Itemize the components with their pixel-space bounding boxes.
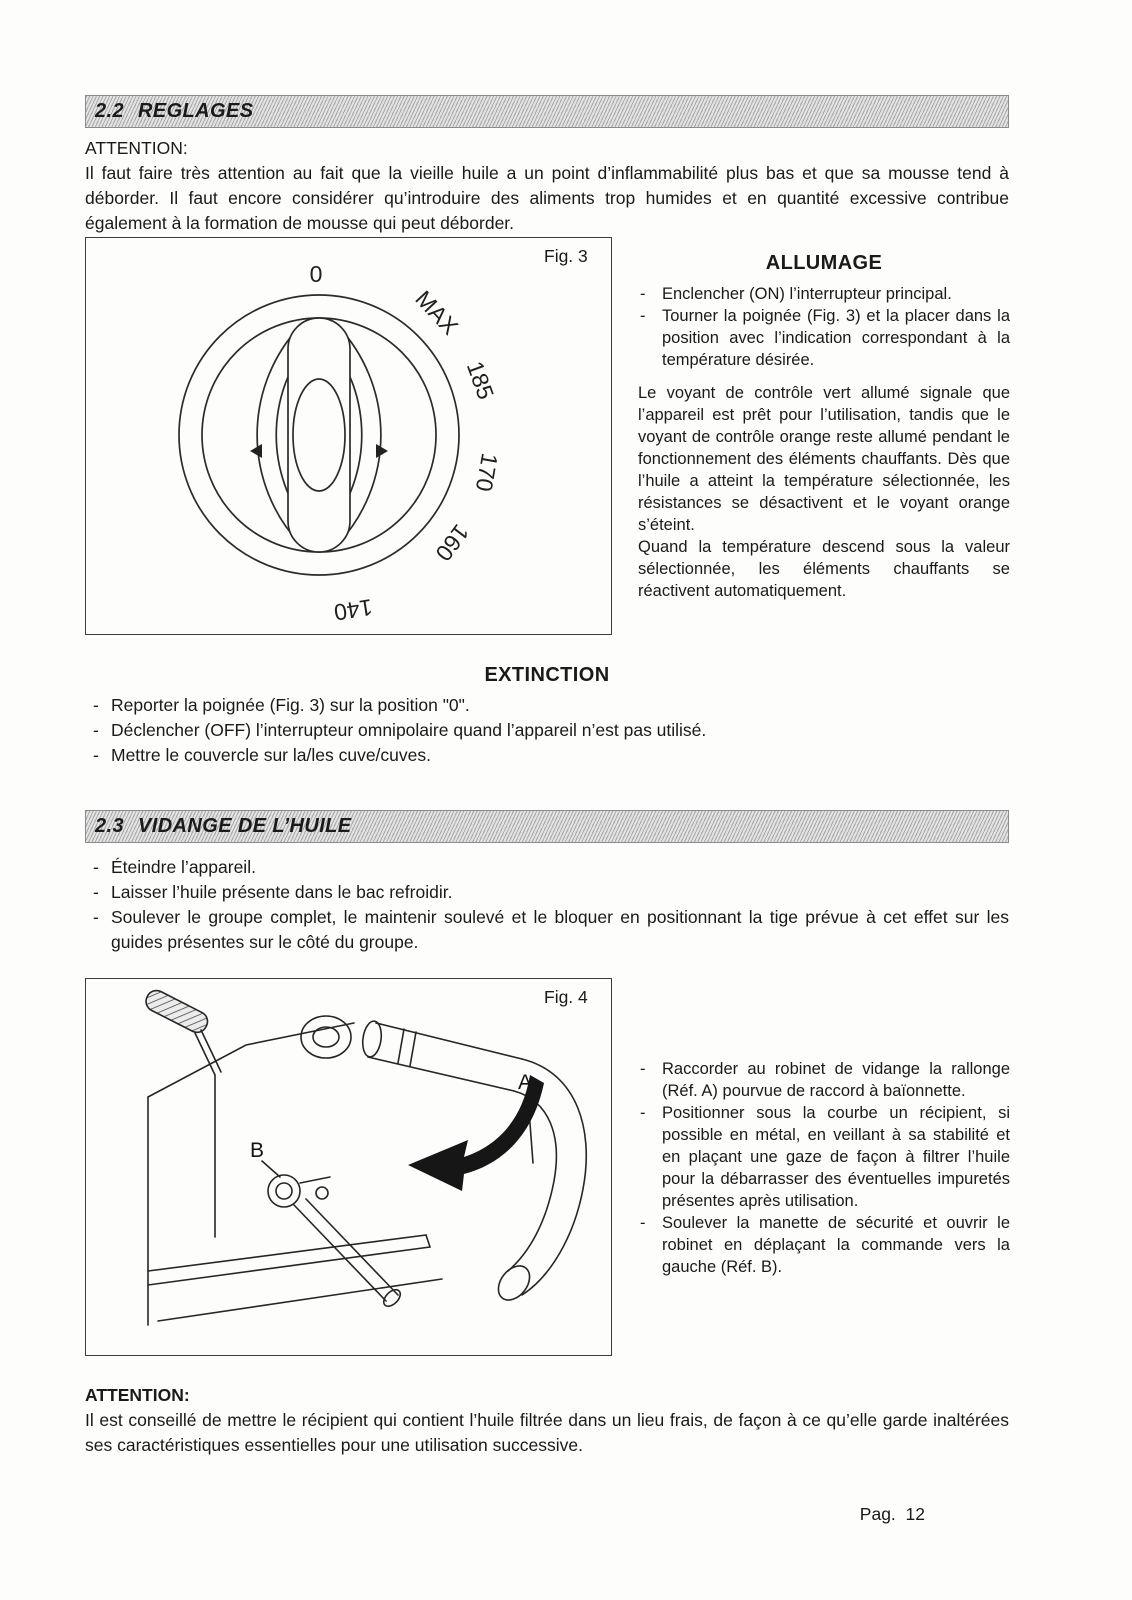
bayonet-collar <box>398 1029 404 1063</box>
section-2-3-title: VIDANGE DE L’HUILE <box>138 815 352 837</box>
vidange-step <box>638 1102 1010 1212</box>
ref-a-label: A <box>518 1071 533 1094</box>
extinction-item <box>85 693 1009 718</box>
valve-flange-inner <box>276 1183 292 1199</box>
dial-label-185: 185 <box>461 357 500 403</box>
drain-spout <box>306 1199 398 1295</box>
bayonet-joint <box>361 1020 384 1058</box>
fryer-base-line <box>426 1235 430 1247</box>
bullet-dash: - <box>93 857 99 877</box>
vidange-step-text: Raccorder au robinet de vidange la rallonge (Réf. A) pourvue de raccord à baïonnette. <box>662 1060 1010 1100</box>
attention-block-bottom <box>85 1383 1009 1458</box>
bullet-dash: - <box>640 285 646 303</box>
vidange-intro-item <box>85 880 1009 905</box>
figure-3-label: Fig. 3 <box>544 246 588 266</box>
bullet-dash: - <box>640 1104 646 1122</box>
drain-spout-end <box>381 1287 404 1310</box>
vidange-step <box>638 1212 1010 1278</box>
dial-label-170: 170 <box>470 451 504 494</box>
hose-open-end <box>492 1260 536 1306</box>
vidange-intro-item-text: Éteindre l’appareil. <box>111 857 256 877</box>
extinction-item <box>85 743 1009 768</box>
section-header-2-2 <box>85 95 1009 128</box>
attention-bottom-label: ATTENTION: <box>85 1385 190 1405</box>
extension-pipe <box>368 1057 514 1091</box>
vidange-intro-item-text: Soulever le groupe complet, le maintenir soulevé et le bloquer en positionnant la tige prévue à cet effet sur les guides présentes sur le côté du groupe. <box>111 907 1009 952</box>
bayonet-collar <box>410 1032 416 1066</box>
vidange-step <box>638 1058 1010 1102</box>
locking-rod-grip <box>143 987 211 1036</box>
attention-top-label: ATTENTION: <box>85 138 188 158</box>
figure-4-box <box>85 978 612 1356</box>
vidange-step-text: Soulever la manette de sécurité et ouvrir le robinet en déplaçant la commande vers la gauche (Réf. B). <box>662 1214 1010 1276</box>
extinction-item-text: Déclencher (OFF) l’interrupteur omnipolaire quand l’appareil n’est pas utilisé. <box>111 720 707 740</box>
extinction-item-text: Reporter la poignée (Fig. 3) sur la position "0". <box>111 695 470 715</box>
vidange-intro-item <box>85 905 1009 955</box>
extinction-item-text: Mettre le couvercle sur la/les cuve/cuves. <box>111 745 431 765</box>
drain-valve-figure <box>86 979 613 1357</box>
allumage-title: ALLUMAGE <box>765 252 883 274</box>
drain-spout <box>294 1205 386 1301</box>
vidange-steps-section <box>638 1058 1010 1278</box>
bullet-dash: - <box>640 1060 646 1078</box>
bullet-dash: - <box>640 1214 646 1232</box>
allumage-paragraph: Le voyant de contrôle vert allumé signale que l’appareil est prêt pour l’utilisation, tandis que le voyant de contrôle orange reste allumé pendant le fonctionnement des éléments chauffants. Dès que l’huile a atteint la température sélectionnée, les résistances se désactivent et le voyant orange s’éteint. <box>638 384 1010 534</box>
fryer-base-line <box>158 1279 442 1321</box>
extinction-item <box>85 718 1009 743</box>
bullet-dash: - <box>93 695 99 715</box>
drain-flange-inner <box>313 1027 339 1047</box>
page-number: Pag. 12 <box>859 1504 925 1524</box>
figure-3-box <box>85 237 612 635</box>
extension-pipe <box>376 1023 522 1059</box>
vidange-step-text: Positionner sous la courbe un récipient, si possible en métal, en veillant à sa stabilité et en plaçant une gaze de façon à filtrer l’huile pour la débarrasser des éventuelles impuretés présentes après utilisation. <box>662 1104 1010 1210</box>
allumage-section <box>638 252 1010 602</box>
valve-screw <box>316 1187 328 1199</box>
bullet-dash: - <box>93 907 99 927</box>
bullet-dash: - <box>93 720 99 740</box>
section-2-3-number: 2.3 <box>95 815 125 837</box>
allumage-paragraph: Quand la température descend sous la valeur sélectionnée, les éléments chauffants se réactivent automatiquement. <box>638 538 1010 600</box>
section-2-2-title: REGLAGES <box>138 100 254 122</box>
fryer-top-edge <box>148 1023 354 1097</box>
section-2-2-number: 2.2 <box>95 100 125 122</box>
knob-right-pointer <box>376 444 388 458</box>
allumage-item-text: Enclencher (ON) l’interrupteur principal. <box>662 285 952 303</box>
allumage-item-text: Tourner la poignée (Fig. 3) et la placer dans la position avec l’indication correspondant à la température désirée. <box>662 307 1010 369</box>
ref-b-label: B <box>250 1139 265 1162</box>
attention-bottom-paragraph: Il est conseillé de mettre le récipient qui contient l’huile filtrée dans un lieu frais, de façon à ce qu’elle garde inaltérées ses caractéristiques essentielles pour une utilisation successive. <box>85 1410 1009 1455</box>
attention-top-paragraph: Il faut faire très attention au fait que la vieille huile a un point d’inflammabilité plus bas et que sa mousse tend à déborder. Il faut encore considérer qu’introduire des aliments trop humides et en quantité excessive contribue également à la formation de mousse qui peut déborder. <box>85 163 1009 233</box>
valve-lever <box>300 1177 330 1183</box>
knob-handle-bar <box>288 318 350 552</box>
vidange-intro-item <box>85 855 1009 880</box>
ref-b-leader <box>262 1161 280 1177</box>
allumage-item <box>638 283 1010 305</box>
extinction-title: EXTINCTION <box>484 664 610 686</box>
vidange-intro-list <box>85 855 1009 955</box>
dial-label-160: 160 <box>430 519 475 566</box>
dial-label-0: 0 <box>309 261 323 287</box>
bullet-dash: - <box>93 745 99 765</box>
drain-flange <box>301 1016 351 1058</box>
dial-label-max: MAX <box>410 285 464 340</box>
section-header-2-3 <box>85 810 1009 843</box>
attention-block-top <box>85 136 1009 236</box>
dial-label-140: 140 <box>332 594 375 626</box>
allumage-item <box>638 305 1010 371</box>
bullet-dash: - <box>93 882 99 902</box>
bullet-dash: - <box>640 307 646 325</box>
extinction-section <box>85 664 1009 768</box>
figure-4-label: Fig. 4 <box>544 987 588 1007</box>
vidange-intro-item-text: Laisser l’huile présente dans le bac refroidir. <box>111 882 453 902</box>
temperature-knob-figure <box>86 238 613 636</box>
knob-left-pointer <box>250 444 262 458</box>
valve-flange <box>268 1175 300 1207</box>
